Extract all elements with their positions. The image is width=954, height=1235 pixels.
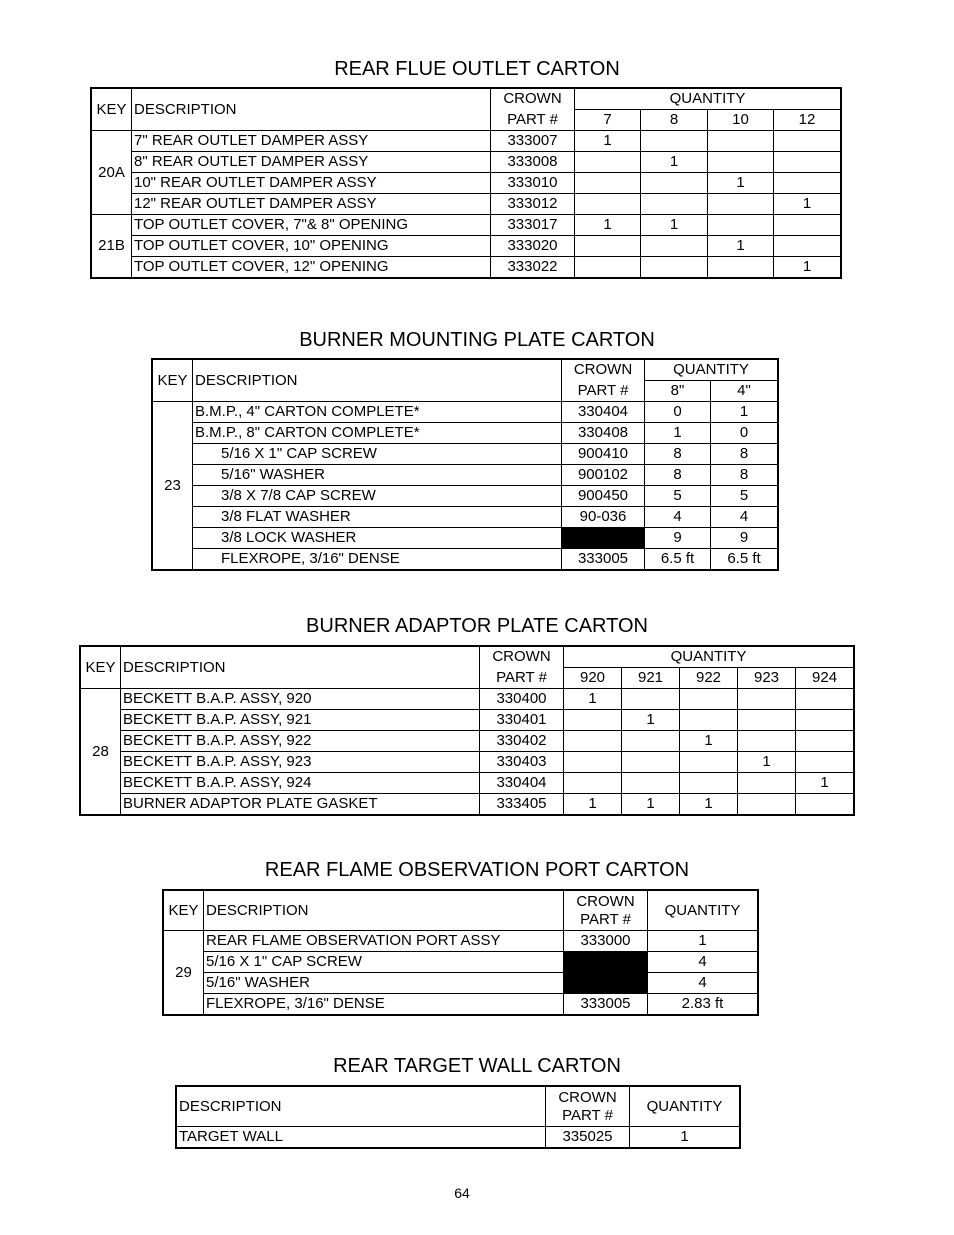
description-cell: BECKETT B.A.P. ASSY, 923 [121,752,480,773]
header-qty-col: 8 [641,110,708,131]
qty-cell: 8 [711,444,778,465]
part-cell: 333007 [491,131,575,152]
qty-cell [738,731,796,752]
key-cell: 23 [153,402,193,570]
header-part: PART # [491,110,575,131]
qty-cell: 6.5 ft [645,549,711,570]
header-crown: CROWN [562,360,645,381]
description-cell: TOP OUTLET COVER, 10" OPENING [132,236,491,257]
qty-cell: 1 [641,215,708,236]
qty-cell: 1 [575,131,641,152]
part-cell: 333000 [564,931,648,952]
qty-cell: 8 [645,444,711,465]
qty-cell: 1 [774,194,841,215]
qty-cell [796,794,854,815]
qty-cell [622,731,680,752]
header-qty-col: 924 [796,668,854,689]
description-cell: TOP OUTLET COVER, 7"& 8" OPENING [132,215,491,236]
description-cell: 7" REAR OUTLET DAMPER ASSY [132,131,491,152]
part-cell: 330404 [562,402,645,423]
header-key: KEY [92,89,132,131]
rear-flue-outlet-table [91,88,841,278]
qty-cell: 1 [564,689,622,710]
description-cell: B.M.P., 4" CARTON COMPLETE* [193,402,562,423]
part-cell: 330400 [480,689,564,710]
key-cell: 28 [81,689,121,815]
qty-cell: 1 [796,773,854,794]
part-cell: 335025 [546,1127,630,1148]
header-description: DESCRIPTION [121,647,480,689]
description-cell: 5/16 X 1" CAP SCREW [193,444,562,465]
header-quantity: QUANTITY [630,1087,740,1127]
part-cell: 900410 [562,444,645,465]
qty-cell: 1 [680,731,738,752]
qty-cell [564,773,622,794]
burner-mounting-table [152,359,778,570]
qty-cell: 1 [564,794,622,815]
header-qty-col: 923 [738,668,796,689]
burner-adaptor-title: BURNER ADAPTOR PLATE CARTON [306,615,648,637]
description-cell: BECKETT B.A.P. ASSY, 921 [121,710,480,731]
qty-cell [774,215,841,236]
qty-cell [708,152,774,173]
header-quantity: QUANTITY [564,647,854,668]
qty-cell [641,236,708,257]
qty-cell [738,710,796,731]
header-key: KEY [81,647,121,689]
qty-cell [641,257,708,278]
qty-cell [708,194,774,215]
qty-cell [774,236,841,257]
header-part: PART # [480,668,564,689]
qty-cell [564,752,622,773]
qty-cell [575,173,641,194]
part-cell: 330403 [480,752,564,773]
description-cell: FLEXROPE, 3/16" DENSE [193,549,562,570]
part-cell: 333012 [491,194,575,215]
header-qty-col: 7 [575,110,641,131]
description-cell: BECKETT B.A.P. ASSY, 922 [121,731,480,752]
description-cell: B.M.P., 8" CARTON COMPLETE* [193,423,562,444]
header-quantity: QUANTITY [648,891,758,931]
qty-cell: 4 [711,507,778,528]
header-qty-col: 8" [645,381,711,402]
key-cell: 21B [92,215,132,278]
qty-cell [774,152,841,173]
header-quantity: QUANTITY [575,89,841,110]
description-cell: 5/16" WASHER [193,465,562,486]
header-description: DESCRIPTION [132,89,491,131]
header-crown: CROWN [576,892,635,910]
burner-mounting-title: BURNER MOUNTING PLATE CARTON [299,329,655,351]
part-cell: 333005 [564,994,648,1015]
description-cell: REAR FLAME OBSERVATION PORT ASSY [204,931,564,952]
header-crown: CROWN [558,1088,617,1106]
description-cell: BECKETT B.A.P. ASSY, 924 [121,773,480,794]
qty-cell: 0 [645,402,711,423]
part-cell: 330408 [562,423,645,444]
qty-cell [622,752,680,773]
header-quantity: QUANTITY [645,360,778,381]
part-cell: 333010 [491,173,575,194]
qty-cell [622,773,680,794]
header-crown: CROWN [480,647,564,668]
qty-cell [708,257,774,278]
qty-cell: 1 [738,752,796,773]
qty-cell: 6.5 ft [711,549,778,570]
qty-cell: 4 [648,973,758,994]
qty-cell: 4 [648,952,758,973]
qty-cell [796,731,854,752]
qty-cell: 1 [680,794,738,815]
qty-cell [774,131,841,152]
qty-cell [796,752,854,773]
qty-cell: 8 [645,465,711,486]
header-qty-col: 921 [622,668,680,689]
description-cell: 3/8 FLAT WASHER [193,507,562,528]
qty-cell: 8 [711,465,778,486]
description-cell: 3/8 LOCK WASHER [193,528,562,549]
description-cell: BECKETT B.A.P. ASSY, 920 [121,689,480,710]
rear-flame-title: REAR FLAME OBSERVATION PORT CARTON [264,859,690,881]
qty-cell: 5 [711,486,778,507]
part-cell: 330402 [480,731,564,752]
description-cell: 12" REAR OUTLET DAMPER ASSY [132,194,491,215]
qty-cell [680,710,738,731]
qty-cell: 1 [645,423,711,444]
qty-cell: 5 [645,486,711,507]
key-cell: 29 [164,931,204,1015]
part-cell: 330404 [480,773,564,794]
qty-cell [575,236,641,257]
qty-cell: 4 [645,507,711,528]
qty-cell [708,215,774,236]
qty-cell [738,773,796,794]
qty-cell [564,710,622,731]
qty-cell: 1 [648,931,758,952]
qty-cell: 1 [711,402,778,423]
qty-cell: 1 [622,794,680,815]
header-description: DESCRIPTION [204,891,564,931]
part-cell: 333405 [480,794,564,815]
qty-cell: 1 [641,152,708,173]
qty-cell: 1 [630,1127,740,1148]
part-cell: 333022 [491,257,575,278]
qty-cell [641,131,708,152]
qty-cell [738,794,796,815]
part-cell: 90-036 [562,507,645,528]
qty-cell [622,689,680,710]
redacted-part-cell [564,952,648,973]
part-cell: 333008 [491,152,575,173]
qty-cell [641,173,708,194]
qty-cell [796,710,854,731]
rear-flame-table [163,890,758,1015]
qty-cell: 1 [575,215,641,236]
description-cell: BURNER ADAPTOR PLATE GASKET [121,794,480,815]
rear-target-table [176,1086,740,1148]
page-number: 64 [454,1185,470,1201]
part-cell: 333020 [491,236,575,257]
header-key: KEY [164,891,204,931]
qty-cell: 2.83 ft [648,994,758,1015]
qty-cell: 9 [645,528,711,549]
part-cell: 330401 [480,710,564,731]
qty-cell: 9 [711,528,778,549]
qty-cell [680,752,738,773]
qty-cell [738,689,796,710]
header-qty-col: 922 [680,668,738,689]
description-cell: FLEXROPE, 3/16" DENSE [204,994,564,1015]
qty-cell [564,731,622,752]
qty-cell [680,773,738,794]
header-crown: CROWN [491,89,575,110]
header-qty-col: 10 [708,110,774,131]
part-cell: 900102 [562,465,645,486]
description-cell: 3/8 X 7/8 CAP SCREW [193,486,562,507]
qty-cell: 1 [622,710,680,731]
header-description: DESCRIPTION [177,1087,546,1127]
header-part: PART # [562,1106,613,1124]
header-qty-col: 920 [564,668,622,689]
rear-target-title: REAR TARGET WALL CARTON [333,1055,621,1077]
qty-cell [641,194,708,215]
redacted-part-cell [562,528,645,549]
description-cell: TOP OUTLET COVER, 12" OPENING [132,257,491,278]
qty-cell [575,194,641,215]
qty-cell: 1 [774,257,841,278]
rear-flue-outlet-title: REAR FLUE OUTLET CARTON [334,58,620,80]
description-cell: 8" REAR OUTLET DAMPER ASSY [132,152,491,173]
description-cell: 5/16" WASHER [204,973,564,994]
header-description: DESCRIPTION [193,360,562,402]
redacted-part-cell [564,973,648,994]
header-qty-col: 12 [774,110,841,131]
header-key: KEY [153,360,193,402]
qty-cell [774,173,841,194]
description-cell: 10" REAR OUTLET DAMPER ASSY [132,173,491,194]
qty-cell: 1 [708,173,774,194]
description-cell: TARGET WALL [177,1127,546,1148]
qty-cell [708,131,774,152]
description-cell: 5/16 X 1" CAP SCREW [204,952,564,973]
header-part: PART # [580,910,631,928]
key-cell: 20A [92,131,132,215]
burner-adaptor-table [80,646,854,815]
header-part: PART # [562,381,645,402]
header-qty-col: 4" [711,381,778,402]
part-cell: 900450 [562,486,645,507]
part-cell: 333005 [562,549,645,570]
header-crown-part [546,1087,630,1127]
qty-cell: 1 [708,236,774,257]
qty-cell [575,257,641,278]
qty-cell [680,689,738,710]
qty-cell [796,689,854,710]
qty-cell [575,152,641,173]
header-crown-part [564,891,648,931]
qty-cell: 0 [711,423,778,444]
part-cell: 333017 [491,215,575,236]
